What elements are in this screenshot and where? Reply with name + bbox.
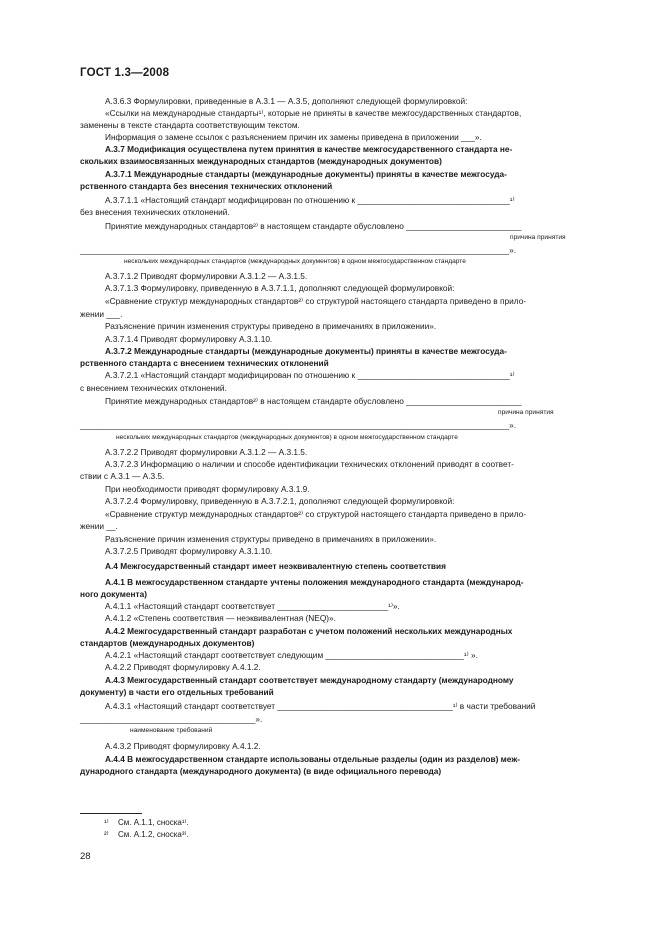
- text-line: _____________________________________________________________________________________________».: [80, 245, 517, 255]
- text-line: А.3.7.2.2 Приводят формулировки А.3.1.2 — А.3.1.5.: [105, 447, 308, 457]
- text-line: жении ___.: [80, 309, 123, 319]
- field-caption: причина принятия: [498, 409, 554, 416]
- section-heading: А.4.2 Межгосударственный стандарт разработан с учетом положений нескольких международных: [105, 626, 513, 636]
- field-caption: нескольких международных стандартов (международных документов) в одном межгосударственном стандарте: [116, 434, 458, 441]
- text-line: Разъяснение причин изменения структуры приведено в примечаниях в приложении».: [105, 534, 437, 544]
- text-line: Информация о замене ссылок с разъяснением причин их замены приведена в приложении ___».: [105, 132, 482, 142]
- text-line: жении __.: [80, 521, 118, 531]
- text-line: А.4.3.1 «Настоящий стандарт соответствует ______________________________________¹⁾ в части требований: [105, 701, 536, 711]
- text-line: Принятие международных стандартов²⁾ в настоящем стандарте обусловлено _________________________: [105, 396, 522, 406]
- field-caption: наименование требований: [130, 727, 213, 734]
- section-heading: А.4.1 В межгосударственном стандарте учтены положения международного стандарта (международ-: [105, 577, 524, 587]
- section-heading: А.3.7 Модификация осуществлена путем принятия в качестве межгосударственного стандарта не-: [105, 144, 513, 154]
- text-line: ______________________________________».: [80, 714, 263, 724]
- footnote-text: См. А.1.1, сноска¹⁾.: [118, 818, 189, 827]
- text-line: без внесения технических отклонений.: [80, 207, 230, 217]
- text-line: А.3.6.3 Формулировки, приведенные в А.3.1 — А.3.5, дополняют следующей формулировкой:: [105, 96, 468, 106]
- text-line: с внесением технических отклонений.: [80, 383, 227, 393]
- footnote-text: См. А.1.2, сноска³⁾.: [118, 830, 189, 839]
- text-line: ствии с А.3.1 — А.3.5.: [80, 471, 165, 481]
- text-line: А.3.7.2.5 Приводят формулировку А.3.1.10.: [105, 546, 273, 556]
- section-heading: рственного стандарта без внесения технических отклонений: [80, 181, 333, 191]
- text-line: А.3.7.2.4 Формулировку, приведенную в А.3.7.2.1, дополняют следующей формулировкой:: [105, 496, 455, 506]
- section-heading: А.3.7.1 Международные стандарты (международные документы) приняты в качестве межгосуда-: [105, 169, 507, 179]
- text-line: А.3.7.1.1 «Настоящий стандарт модифицирован по отношению к _________________________________¹⁾: [105, 195, 515, 205]
- section-heading: документу) в части его отдельных требований: [80, 687, 274, 697]
- section-heading: А.4 Межгосударственный стандарт имеет неэквивалентную степень соответствия: [105, 561, 446, 571]
- text-line: А.3.7.1.2 Приводят формулировки А.3.1.2 — А.3.1.5.: [105, 271, 308, 281]
- text-line: А.4.2.1 «Настоящий стандарт соответствует следующим ______________________________¹⁾ ».: [105, 650, 478, 660]
- page-header: ГОСТ 1.3—2008: [80, 67, 170, 79]
- text-line: заменены в тексте стандарта соответствующим текстом.: [80, 120, 300, 130]
- field-caption: причина принятия: [510, 234, 566, 241]
- section-heading: А.4.4 В межгосударственном стандарте использованы отдельные разделы (один из разделов) меж-: [105, 754, 520, 764]
- text-line: А.4.1.2 «Степень соответствия — неэквивалентная (NEQ)».: [105, 613, 336, 623]
- footnote-mark: ¹⁾: [104, 818, 109, 827]
- section-heading: А.4.3 Межгосударственный стандарт соответствует международному стандарту (международному: [105, 675, 514, 685]
- text-line: А.3.7.1.3 Формулировку, приведенную в А.3.7.1.1, дополняют следующей формулировкой:: [105, 283, 455, 293]
- section-heading: ного документа): [80, 589, 147, 599]
- text-line: _____________________________________________________________________________________________».: [80, 420, 517, 430]
- text-line: А.4.2.2 Приводят формулировку А.4.1.2.: [105, 662, 261, 672]
- section-heading: дународного стандарта (международного документа) (в виде официального перевода): [80, 766, 442, 776]
- section-heading: А.3.7.2 Международные стандарты (международные документы) приняты в качестве межгосуда-: [105, 346, 507, 356]
- text-line: «Сравнение структур международных стандартов²⁾ со структурой настоящего стандарта приведено в прило-: [105, 296, 527, 306]
- text-line: Принятие международных стандартов²⁾ в настоящем стандарте обусловлено _________________________: [105, 221, 522, 231]
- footnote-mark: ²⁾: [104, 830, 109, 839]
- text-line: Разъяснение причин изменения структуры приведено в примечаниях в приложении».: [105, 321, 437, 331]
- text-line: А.4.3.2 Приводят формулировку А.4.1.2.: [105, 741, 261, 751]
- page-number: 28: [80, 851, 91, 862]
- text-line: «Ссылки на международные стандарты¹⁾, которые не приняты в качестве межгосударственных стандартов,: [105, 108, 522, 118]
- text-line: «Сравнение структур международных стандартов²⁾ со структурой настоящего стандарта приведено в прило-: [105, 509, 527, 519]
- field-caption: нескольких международных стандартов (международных документов) в одном межгосударственном стандарте: [124, 258, 466, 265]
- section-heading: скольких взаимосвязанных международных стандартов (международных документов): [80, 156, 442, 166]
- section-heading: рственного стандарта с внесением технических отклонений: [80, 358, 329, 368]
- text-line: А.3.7.1.4 Приводят формулировку А.3.1.10.: [105, 334, 273, 344]
- footnote-divider: [80, 813, 142, 814]
- text-line: А.4.1.1 «Настоящий стандарт соответствует ________________________¹⁾».: [105, 601, 400, 611]
- section-heading: стандартов (международных документов): [80, 638, 255, 648]
- text-line: А.3.7.2.3 Информацию о наличии и способе идентификации технических отклонений приводят в соответ-: [105, 459, 514, 469]
- text-line: При необходимости приводят формулировку А.3.1.9.: [105, 484, 310, 494]
- text-line: А.3.7.2.1 «Настоящий стандарт модифицирован по отношению к _________________________________¹⁾: [105, 370, 515, 380]
